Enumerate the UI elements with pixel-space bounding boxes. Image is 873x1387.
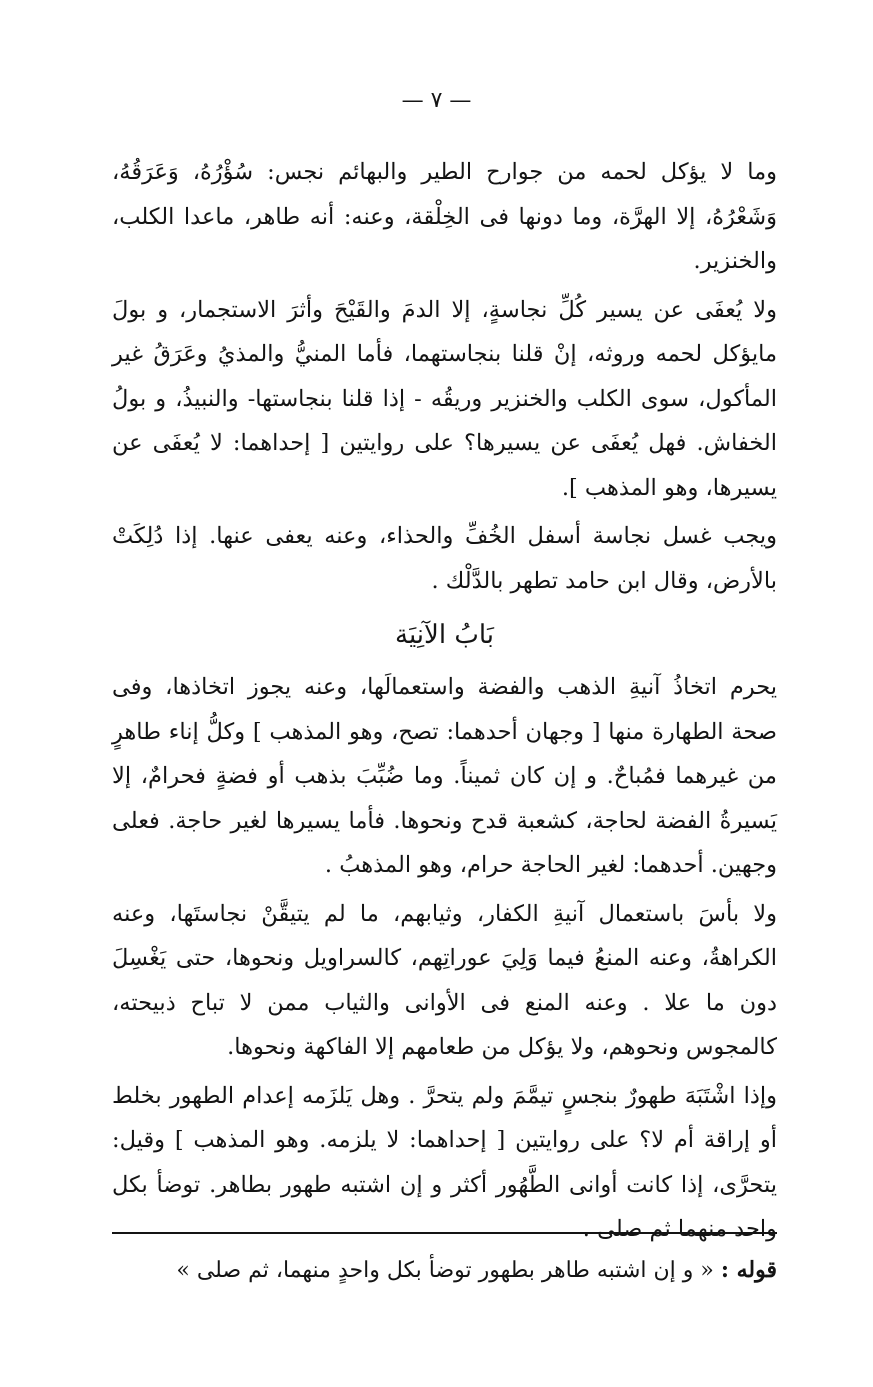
paragraph: ولا يُعفَى عن يسير كُلِّ نجاسةٍ، إلا الدمَ والقَيْحَ وأثرَ الاستجمار، و بولَ مايؤكل لحمه وروثه، إنْ قلنا بنجاستهما، فأما المنيُّ والمذيُ وعَرَقُ غير المأكول، سوى الكلب والخنزير وريقُه - إذا قلنا بنجاستها- والنبيذُ، و بولُ الخفاش. فهل يُعفَى عن يسيرها؟ على روايتين [ إحداهما: لا يُعفَى عن يسيرها، وهو المذهب ]. [112,296,777,501]
page-number: — ٧ — [401,88,472,113]
footnote [112,1250,777,1291]
paragraph: ويجب غسل نجاسة أسفل الخُفِّ والحذاء، وعنه يعفى عنها. إذا دُلِكَتْ بالأرض، وقال ابن حامد تطهر بالدَّلْك . [112,523,777,594]
footnote-divider [112,1232,777,1234]
footnote-label: قوله : [720,1257,777,1283]
paragraph: وما لا يؤكل لحمه من جوارح الطير والبهائم نجس: سُؤْرُهُ، وَعَرَقُهُ، وَشَعْرُهُ، إلا الهرَّة، وما دونها فى الخِلْقة، وعنه: أنه طاهر، ماعدا الكلب، والخنزير. [112,159,777,274]
paragraph: ولا بأسَ باستعمال آنيةِ الكفار، وثيابهم، ما لم يتيقَّنْ نجاستَها، وعنه الكراهةُ، وعنه المنعُ فيما وَلِيَ عوراتِهم، كالسراويل ونحوها، حتى يَغْسِلَ دون ما علا . وعنه المنع فى الأوانى والثياب ممن لا تباح ذبيحته، كالمجوس ونحوهم، ولا يؤكل من طعامهم إلا الفاكهة ونحوها. [112,900,777,1060]
paragraph: يحرم اتخاذُ آنيةِ الذهب والفضة واستعمالَها، وعنه يجوز اتخاذها، وفى صحة الطهارة منها [ وجهان أحدهما: تصح، وهو المذهب ] وكلُّ إناء طاهرٍ من غيرهما فمُباحٌ. و إن كان ثميناً. وما ضُبِّبَ بذهب أو فضةٍ فحرامٌ، إلا يَسيرةُ الفضة لحاجة، كشعبة قدح ونحوها. فأما يسيرها لغير حاجة. فعلى وجهين. أحدهما: لغير الحاجة حرام، وهو المذهبُ . [112,674,777,878]
main-text [112,150,777,1252]
footnote-text: « و إن اشتبه طاهر بطهور توضأ بكل واحدٍ منهما، ثم صلى » [176,1258,714,1283]
chapter-title: بَابُ الآنِيَة [395,620,494,650]
paragraph: وإذا اشْتَبَهَ طهورٌ بنجسٍ تيمَّمَ ولم يتحرَّ . وهل يَلزَمه إعدام الطهور بخلط أو إراقة أم لا؟ على روايتين [ إحداهما: لا يلزمه. وهو المذهب ] وقيل: يتحرَّى، إذا كانت أوانى الطَّهُور أكثر و إن اشتبه طهور بطاهر. توضأ بكل واحد منهما ثم صلى . [112,1082,777,1242]
